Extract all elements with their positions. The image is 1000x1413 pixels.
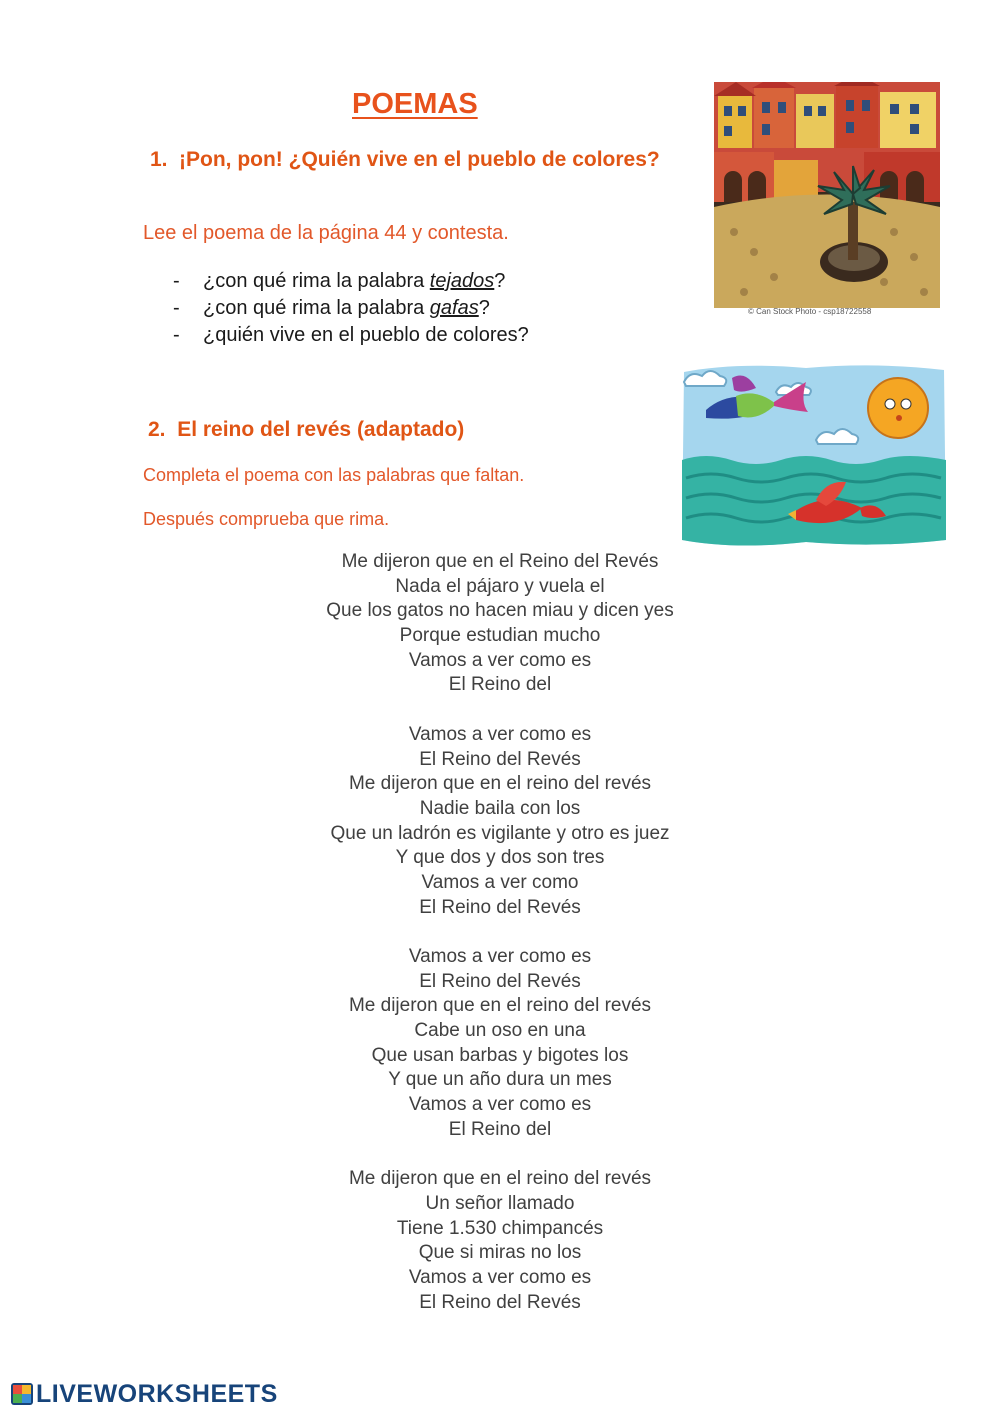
poem-line: Me dijeron que en el reino del revés: [348, 1168, 652, 1190]
poem-line: Vamos a ver como es: [408, 649, 592, 671]
section-2-number: 2.: [148, 418, 166, 441]
poem-line: El Reino del: [448, 674, 552, 696]
village-illustration: [714, 82, 940, 308]
sky-sea-illustration: [676, 360, 950, 550]
list-dash: -: [173, 270, 180, 292]
page-title: POEMAS: [352, 88, 478, 120]
section-2-instruction-2: Después comprueba que rima.: [143, 509, 390, 529]
poem-line: El Reino del Revés: [419, 896, 581, 918]
poem-line: Vamos a ver como es: [408, 1266, 592, 1288]
poem-line: Y que dos y dos son tres: [395, 847, 605, 869]
poem-line: Me dijeron que en el reino del revés: [348, 773, 652, 795]
poem-line: El Reino del Revés: [419, 1291, 581, 1313]
poem-line: Que usan barbas y bigotes los: [371, 1044, 629, 1066]
poem-line: Nadie baila con los: [419, 797, 581, 819]
list-dash: -: [173, 324, 180, 346]
stanza-gap: [200, 698, 800, 723]
question-text: [203, 295, 490, 322]
poem-line: Que si miras no los: [418, 1242, 582, 1264]
question-text: [203, 322, 529, 349]
poem-line: Y que un año dura un mes: [388, 1069, 612, 1091]
poem-line: Vamos a ver como es: [408, 723, 592, 745]
poem-line: Vamos a ver como: [421, 871, 579, 893]
list-dash: -: [173, 297, 180, 319]
poem-line: Cabe un oso en una: [414, 1020, 586, 1042]
question-text: [203, 268, 505, 295]
poem-line: Nada el pájaro y vuela el: [395, 575, 605, 597]
stanza-gap: [200, 920, 800, 945]
poem-line: Vamos a ver como es: [408, 946, 592, 967]
section-2-title: El reino del revés (adaptado): [177, 418, 465, 441]
section-1-title: ¡Pon, pon! ¿Quién vive en el pueblo de colores?: [179, 148, 660, 171]
section-1-heading: [150, 145, 670, 174]
section-2-instruction-1: Completa el poema con las palabras que faltan.: [143, 465, 525, 485]
poem-line: Que los gatos no hacen miau y dicen yes: [326, 600, 674, 622]
poem-line: El Reino del Revés: [419, 970, 581, 992]
poem-line: Me dijeron que en el Reino del Revés: [341, 551, 659, 572]
question-suffix: ?: [478, 297, 490, 319]
liveworksheets-logo-icon: [10, 1382, 34, 1406]
question-suffix: ?: [494, 270, 506, 292]
section-1-instruction: Lee el poema de la página 44 y contesta.: [143, 222, 509, 244]
image-credit: © Can Stock Photo - csp18722558: [748, 307, 872, 316]
question-prefix: ¿quién vive en el pueblo de colores?: [203, 324, 529, 346]
question-word: gafas: [429, 297, 479, 319]
poem-line: El Reino del Revés: [419, 748, 581, 770]
footer: [10, 1379, 278, 1409]
poem-line: Porque estudian mucho: [399, 625, 601, 647]
poem-line: Tiene 1.530 chimpancés: [396, 1217, 604, 1239]
poem-line: Que un ladrón es vigilante y otro es juez: [330, 822, 670, 844]
section-1-number: 1.: [150, 148, 168, 171]
poem-line: El Reino del: [448, 1118, 552, 1140]
poem-line: Me dijeron que en el reino del revés: [348, 995, 652, 1017]
question-word: tejados: [429, 270, 495, 292]
footer-brand: LIVEWORKSHEETS: [36, 1379, 278, 1408]
poem-line: Un señor llamado: [425, 1192, 575, 1214]
poem: [200, 550, 800, 1315]
question-prefix: ¿con qué rima la palabra: [203, 297, 430, 319]
question-prefix: ¿con qué rima la palabra: [203, 270, 430, 292]
stanza-gap: [200, 1143, 800, 1168]
section-2-heading: [148, 418, 464, 442]
poem-line: Vamos a ver como es: [408, 1094, 592, 1116]
